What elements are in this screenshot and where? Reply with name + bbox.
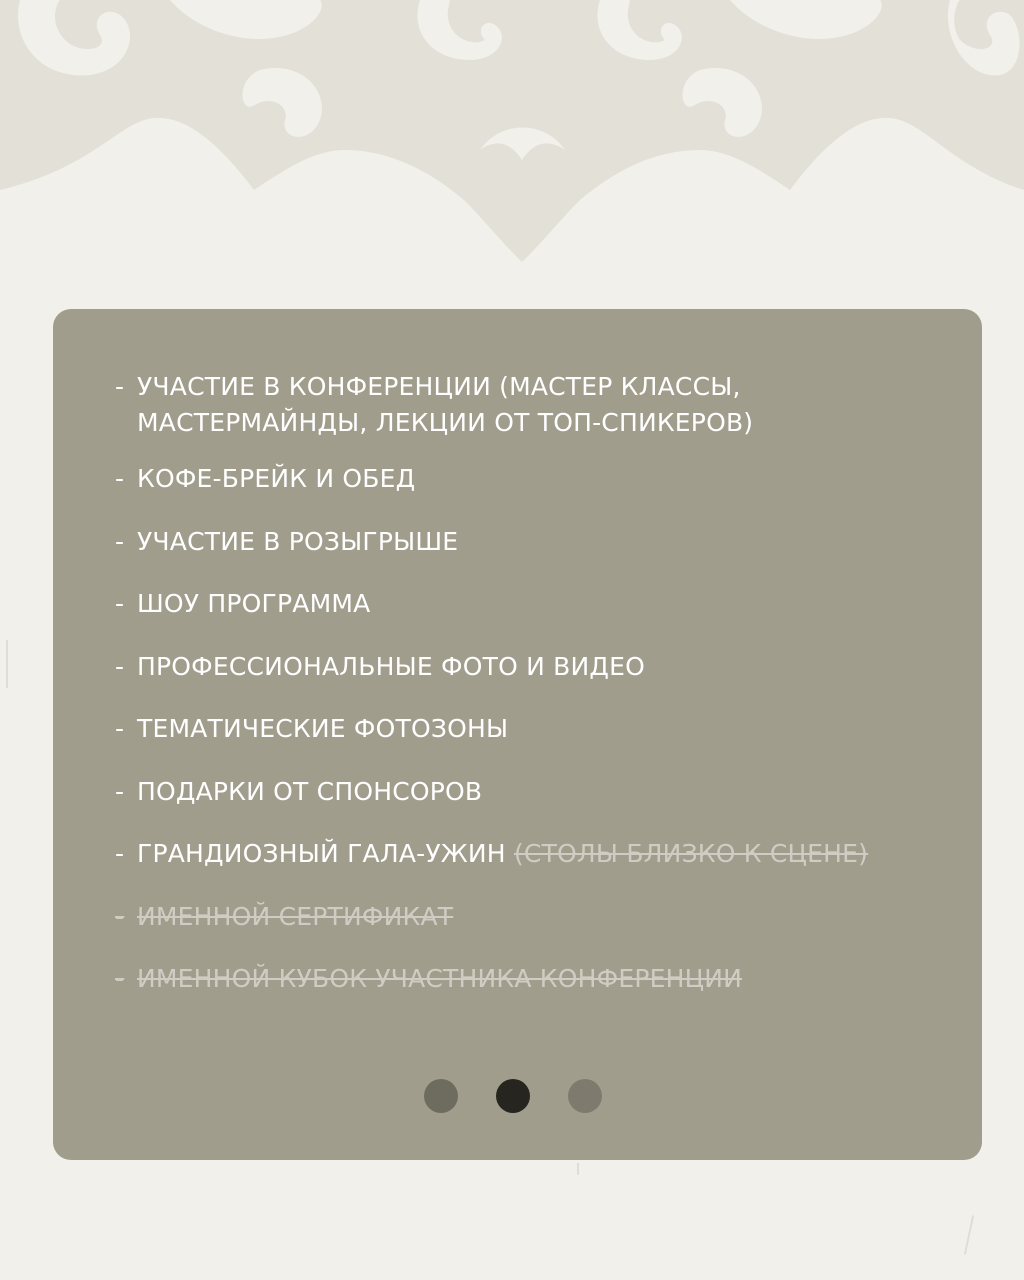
list-dash: - bbox=[115, 526, 125, 556]
benefit-text: ГРАНДИОЗНЫЙ ГАЛА-УЖИН bbox=[137, 839, 506, 868]
benefit-text: ТЕМАТИЧЕСКИЕ ФОТОЗОНЫ bbox=[137, 714, 509, 743]
benefit-item-coffee-break bbox=[115, 461, 975, 497]
list-dash: - bbox=[115, 964, 125, 993]
decorative-ornament bbox=[0, 0, 1024, 280]
paper-fiber bbox=[964, 1215, 974, 1255]
benefits-card bbox=[53, 309, 982, 1160]
list-dash: - bbox=[115, 776, 125, 806]
benefit-text: УЧАСТИЕ В РОЗЫГРЫШЕ bbox=[137, 526, 459, 556]
benefit-item-cup bbox=[115, 961, 975, 997]
pagination-dot-2-active[interactable] bbox=[496, 1079, 530, 1113]
benefit-item-photozones bbox=[115, 711, 975, 747]
benefit-item-certificate bbox=[115, 899, 975, 935]
benefit-item-sponsor-gifts bbox=[115, 774, 975, 810]
list-dash: - bbox=[115, 714, 125, 743]
benefits-list bbox=[115, 369, 975, 1024]
benefit-text: ИМЕННОЙ СЕРТИФИКАТ bbox=[137, 901, 454, 931]
benefit-item-gala-dinner bbox=[115, 836, 975, 872]
benefit-struck-note: (СТОЛЫ БЛИЗКО К СЦЕНЕ) bbox=[513, 839, 869, 868]
benefit-text: МАСТЕРМАЙНДЫ, ЛЕКЦИИ ОТ ТОП-СПИКЕРОВ) bbox=[137, 408, 754, 437]
benefit-text: ИМЕННОЙ КУБОК УЧАСТНИКА КОНФЕРЕНЦИИ bbox=[137, 964, 743, 993]
paper-fiber bbox=[577, 1163, 579, 1175]
benefit-item-raffle bbox=[115, 524, 975, 560]
pagination-dot-3[interactable] bbox=[568, 1079, 602, 1113]
benefit-item-photo-video bbox=[115, 649, 975, 685]
benefit-text: КОФЕ-БРЕЙК И ОБЕД bbox=[137, 464, 416, 493]
list-dash: - bbox=[115, 651, 125, 681]
benefit-item-conference bbox=[115, 369, 975, 441]
benefit-text: ШОУ ПРОГРАММА bbox=[137, 589, 371, 618]
benefit-text: УЧАСТИЕ В КОНФЕРЕНЦИИ (МАСТЕР КЛАССЫ, bbox=[137, 372, 741, 401]
benefit-text: ПРОФЕССИОНАЛЬНЫЕ ФОТО И ВИДЕО bbox=[137, 651, 646, 681]
paper-fiber bbox=[6, 640, 8, 688]
list-dash: - bbox=[115, 589, 125, 618]
list-dash: - bbox=[115, 839, 125, 868]
benefit-text: ПОДАРКИ ОТ СПОНСОРОВ bbox=[137, 776, 483, 806]
list-dash: - bbox=[115, 464, 125, 493]
pagination-dot-1[interactable] bbox=[424, 1079, 458, 1113]
benefit-item-show bbox=[115, 586, 975, 622]
list-dash: - bbox=[115, 372, 125, 401]
list-dash: - bbox=[115, 901, 125, 931]
carousel-pagination bbox=[424, 1079, 602, 1113]
